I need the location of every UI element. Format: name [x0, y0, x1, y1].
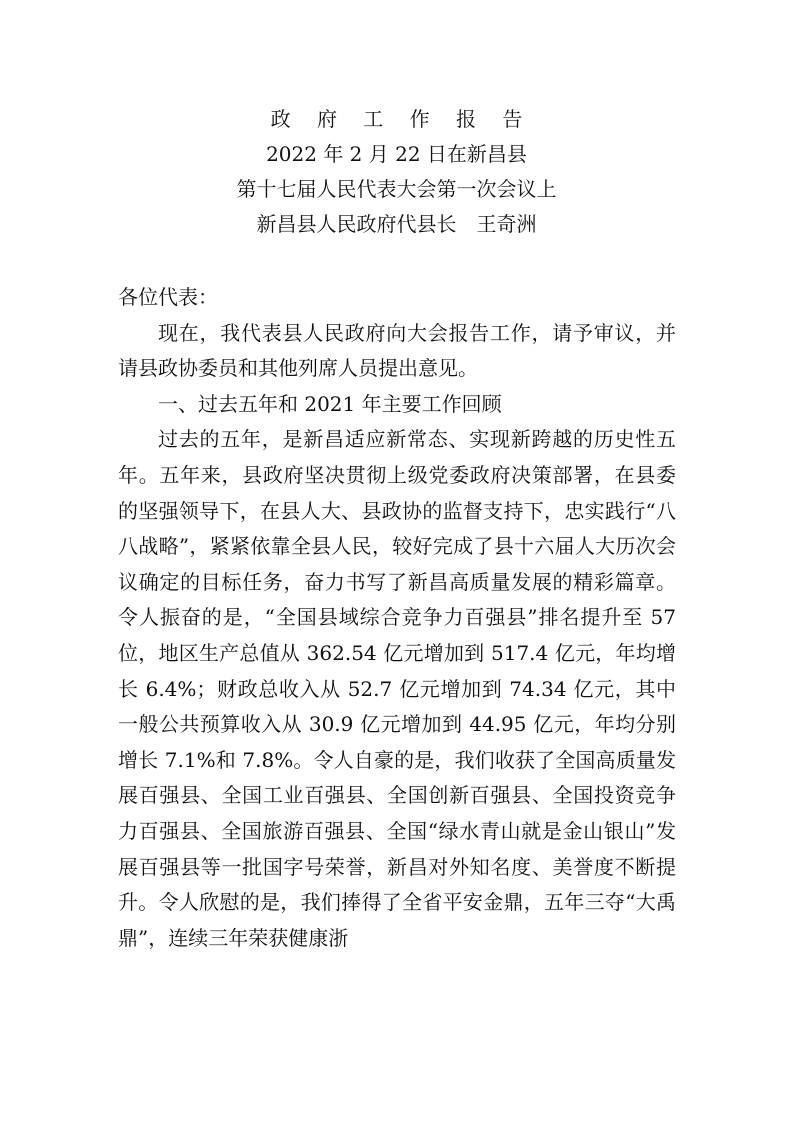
report-body — [118, 280, 676, 956]
report-date-line: 2022 年 2 月 22 日在新昌县 — [266, 142, 527, 166]
report-title: 政 府 工 作 报 告 — [270, 107, 533, 131]
review-paragraph: 过去的五年，是新昌适应新常态、实现新跨越的历史性五年。五年来，县政府坚决贯彻上级党委政府决策部署，在县委的坚强领导下，在县人大、县政协的监督支持下，忠实践行“八八战略”，紧紧依靠全县人民，较好完成了县十六届人大历次会议确定的目标任务，奋力书写了新昌高质量发展的精彩篇章。令人振奋的是，“全国县域综合竞争力百强县”排名提升至 57 位，地区生产总值从 362.54 亿元增加到 517.4 亿元，年均增长 6.4%；财政总收入从 52.7 亿元增加到 74.34 亿元，其中一般公共预算收入从 30.9 亿元增加到 44.95 亿元，年均分别增长 7.1%和 7.8%。令人自豪的是，我们收获了全国高质量发展百强县、全国工业百强县、全国创新百强县、全国投资竞争力百强县、全国旅游百强县、全国“绿水青山就是金山银山”发展百强县等一批国字号荣誉，新昌对外知名度、美誉度不断提升。令人欣慰的是，我们捧得了全省平安金鼎，五年三夺“大禹鼎”，连续三年荣获健康浙 — [118, 427, 676, 950]
report-author-line: 新昌县人民政府代县长 王奇洲 — [256, 212, 537, 236]
opening-paragraph: 现在，我代表县人民政府向大会报告工作，请予审议，并请县政协委员和其他列席人员提出意见。 — [118, 320, 676, 381]
report-title-block — [0, 102, 793, 242]
salutation: 各位代表： — [118, 285, 218, 309]
report-session-line: 第十七届人民代表大会第一次会议上 — [236, 177, 557, 201]
section-heading: 一、过去五年和 2021 年主要工作回顾 — [158, 391, 502, 416]
